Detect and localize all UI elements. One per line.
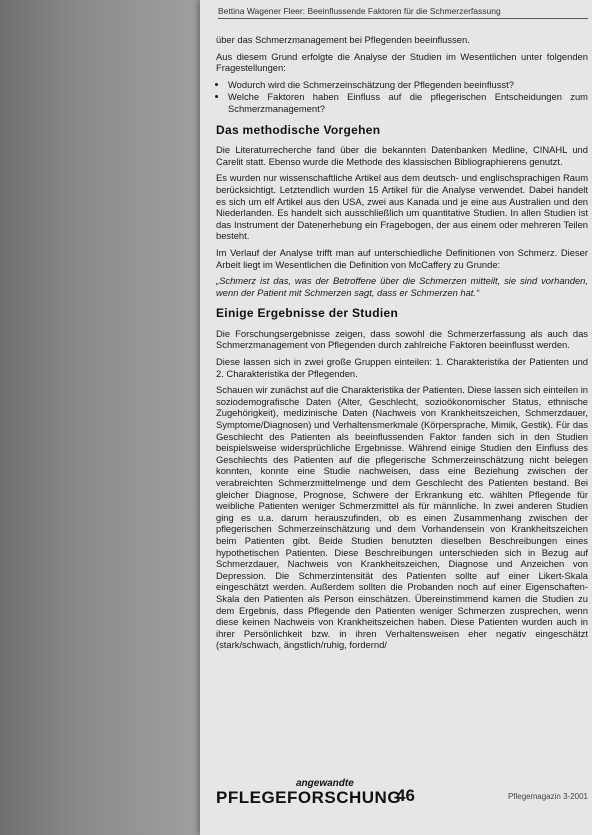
- section-heading-method: Das methodische Vorgehen: [216, 122, 381, 137]
- brand-title: PFLEGEFORSCHUNG: [216, 788, 402, 807]
- section-heading-results: Einige Ergebnisse der Studien: [216, 306, 399, 321]
- page-footer: [216, 778, 588, 818]
- scan-background: [0, 0, 200, 835]
- method-paragraph-1: Die Literaturrecherche fand über die bekannten Datenbanken Medline, CINAHL und Carelit statt. Ebenso wurde die Methode des klassischen Bibliographierens genutzt.: [216, 144, 588, 167]
- brand-subtitle: angewandte: [296, 778, 354, 789]
- results-paragraph-1: Die Forschungsergebnisse zeigen, dass sowohl die Schmerzerfassung als auch das Schmerzmanagement von Pflegenden durch zahlreiche Faktoren beeinflusst werden.: [216, 327, 588, 351]
- definition-quote: „Schmerz ist das, was der Betroffene über die Schmerzen mitteilt, sie sind vorhanden, wenn der Patient mit Schmerzen sagt, dass er Schmerzen hat.“: [216, 275, 588, 298]
- method-paragraph-2: Es wurden nur wissenschaftliche Artikel aus dem deutsch- und englischsprachigen Raum berücksichtigt. Letztendlich wurden 15 Artikel für die Analyse verwendet. Dabei handelt es sich um elf Artikel aus den USA, zwei aus Kanada und je eine aus Australien und den Niederlanden. Es handelt sich ausschließlich um quantitative Studien. In allen Studien ist das Instrument der Datenerhebung ein Fragebogen, der aus einem oder mehreren Teilen besteht.: [216, 172, 588, 242]
- question-list: [216, 79, 588, 115]
- intro-paragraph-1: über das Schmerzmanagement bei Pflegenden beeinflussen.: [216, 34, 470, 45]
- document-page: [200, 0, 592, 835]
- question-item: • Wodurch wird die Schmerzeinschätzung der Pflegenden beeinflusst?: [228, 79, 588, 91]
- footer-issue: Pflegemagazin 3-2001: [507, 792, 588, 801]
- results-paragraph-3: Schauen wir zunächst auf die Charakteristika der Patienten. Diese lassen sich einteilen in soziodemografische Daten (Alter, Geschlecht, sozioökonomischer Status, ethnische Zugehörigkeit), medizinische Daten (Nachweis von Krankheitszeichen, Schmerzdauer, Symptome/Diagnosen) und Verhaltensmerkmale (Körpersprache, Mimik, Gestik). Für das Geschlecht des Patienten als beeinflussenden Faktor fanden sich in den Studien beispielsweise widersprüchliche Ergebnisse. Während einige Studien den Einfluss des Geschlechts des Patienten auf die pflegerische Schmerzeinschätzung nicht belegen konnten, konnte eine Studie nachweisen, dass eine Beziehung zwischen der verabreichten Schmerzmittelmenge und dem Geschlecht des Patienten bestand. Bei gleicher Diagnose, Prognose, Schwere der Erkrankung etc. wählten Pflegende für weibliche Patienten weniger Schmerzmittel als für männliche. In zwei anderen Studien ging es u.a. darum herauszufinden, ob es einen Zusammenhang zwischen der pflegerischen Schmerzeinschätzung und dem Vorhandensein von Krankheitszeichen beim Patienten gibt. Beide Studien benutzten dieselben Beschreibungen eines hypothetischen Patienten. Diese Beschreibungen unterschieden sich in Bezug auf Schmerzdauer, Nachweis von Krankheitszeichen, Diagnose und Anzeichen von Depression. Die Schmerzintensität des Patienten sollte auf einer Likert-Skala eingeschätzt werden. Außerdem sollten die Probanden noch auf einer Eigenschaften-Skala den Patienten als Person einschätzen. Übereinstimmend kamen die Studien zu dem Ergebnis, dass Pflegende den Patienten weniger Schmerzen zusprechen, wenn diese keinen Nachweis von Krankheitszeichen haben. Diese Patienten wurden auch in ihrer Persönlichkeit bzw. in ihren Verhaltensweisen eher negativ eingeschätzt (stark/schwach, ängstlich/ruhig, fordernd/: [216, 384, 588, 651]
- article-body: [216, 34, 588, 656]
- page-number: 46: [396, 786, 415, 805]
- intro-paragraph-2: Aus diesem Grund erfolgte die Analyse der Studien im Wesentlichen unter folgenden Fragestellungen:: [216, 50, 588, 74]
- question-item: • Welche Faktoren haben Einfluss auf die pflegerischen Entscheidungen zum Schmerzmanagement?: [228, 91, 588, 114]
- results-paragraph-2: Diese lassen sich in zwei große Gruppen einteilen: 1. Charakteristika der Patienten und 2. Charakteristika der Pflegenden.: [216, 356, 588, 379]
- running-head: Bettina Wagener Fleer: Beeinflussende Faktoren für die Schmerzerfassung: [218, 6, 588, 19]
- method-paragraph-3: Im Verlauf der Analyse trifft man auf unterschiedliche Definitionen von Schmerz. Dieser Arbeit liegt im Wesentlichen die Definition von McCaffery zu Grunde:: [216, 246, 588, 270]
